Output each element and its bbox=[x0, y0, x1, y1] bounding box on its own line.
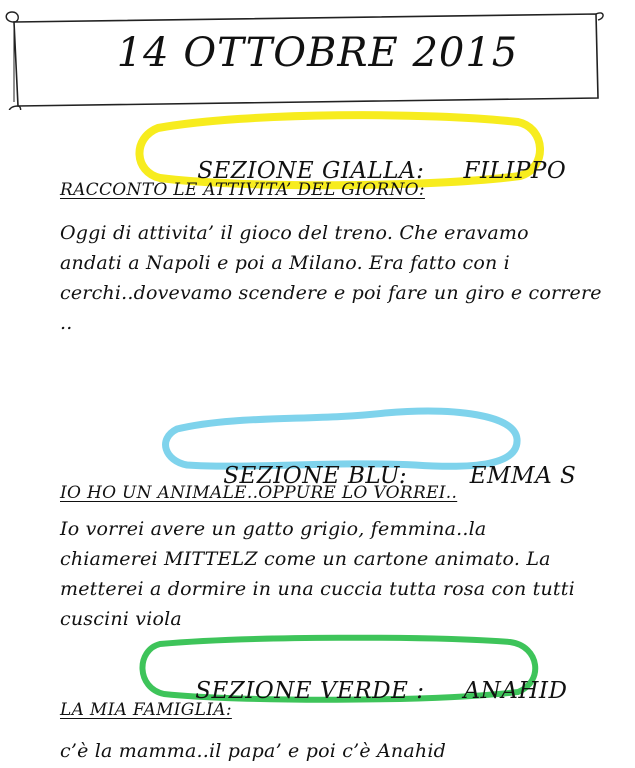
text-line: c’è la mamma..il papa’ e poi c’è Anahid bbox=[60, 740, 446, 762]
section-subtitle: LA MIA FAMIGLIA: bbox=[60, 700, 232, 720]
section-body bbox=[60, 514, 620, 634]
child-name: FILIPPO bbox=[463, 158, 567, 184]
text-line: Io vorrei avere un gatto grigio, femmina..la bbox=[60, 518, 487, 540]
section-subtitle: IO HO UN ANIMALE..OPPURE LO VORREI.. bbox=[60, 483, 458, 503]
text-line: cuscini viola bbox=[60, 608, 182, 630]
text-line: andati a Napoli e poi a Milano. Era fatto con i bbox=[60, 252, 510, 274]
section-label: SEZIONE VERDE : bbox=[195, 678, 425, 704]
text-line: chiamerei MITTELZ come un cartone animato. La bbox=[60, 548, 551, 570]
child-name: ANAHID bbox=[463, 678, 568, 704]
text-line: metterei a dormire in una cuccia tutta rosa con tutti bbox=[60, 578, 575, 600]
section-subtitle: RACCONTO LE ATTIVITA’ DEL GIORNO: bbox=[60, 180, 425, 200]
child-name: EMMA S bbox=[469, 463, 577, 489]
text-line: cerchi..dovevamo scendere e poi fare un giro e correre bbox=[60, 282, 602, 304]
section-label: SEZIONE BLU: bbox=[223, 463, 408, 489]
section-heading-blue bbox=[192, 437, 576, 515]
text-line: .. bbox=[60, 312, 73, 334]
text-line: Oggi di attivita’ il gioco del treno. Che eravamo bbox=[60, 222, 529, 244]
section-body bbox=[60, 218, 620, 338]
section-label: SEZIONE GIALLA: bbox=[197, 158, 425, 184]
date-title: 14 OTTOBRE 2015 bbox=[116, 30, 519, 76]
section-body bbox=[60, 736, 620, 766]
